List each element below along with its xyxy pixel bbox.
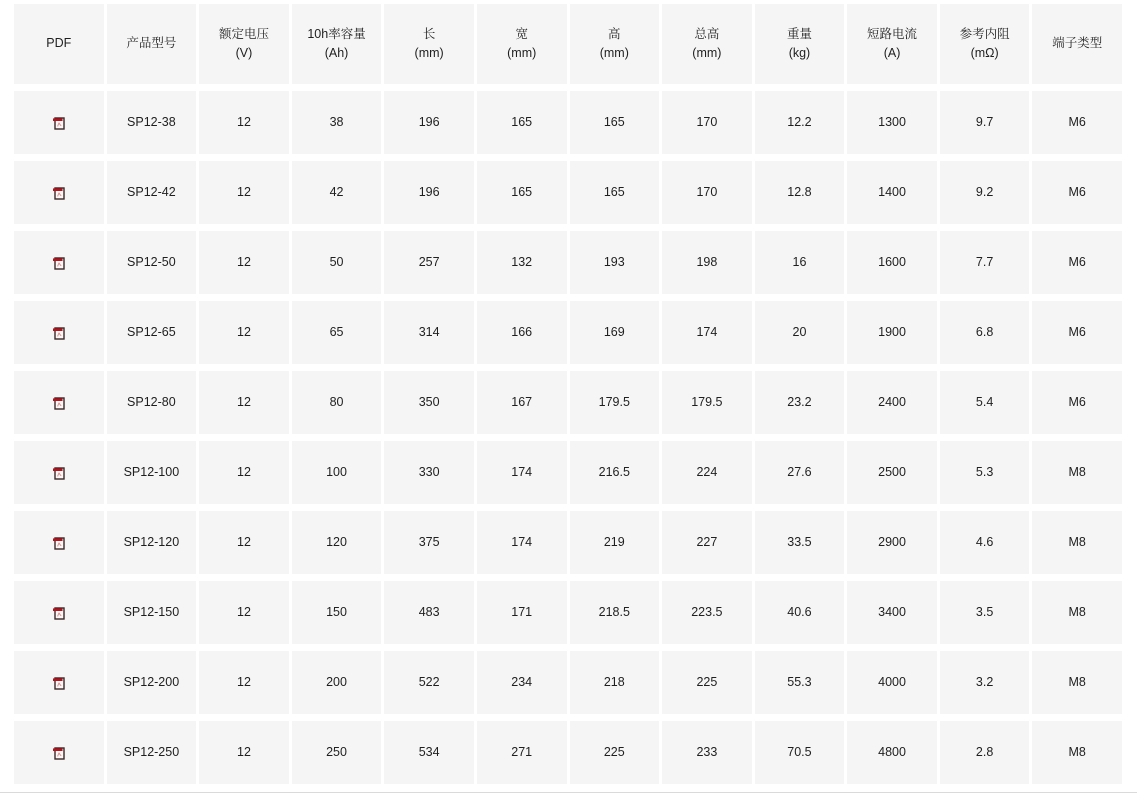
header-label: 额定电压 bbox=[218, 26, 269, 41]
header-unit: (kg) bbox=[788, 46, 811, 60]
cell-terminal-type: M8 bbox=[1032, 651, 1122, 714]
header-label: 短路电流 bbox=[867, 26, 918, 41]
product-spec-table-wrap bbox=[14, 4, 1122, 784]
cell-pdf bbox=[14, 581, 104, 644]
cell-terminal-type: M8 bbox=[1032, 581, 1122, 644]
cell-total-height: 223.5 bbox=[662, 581, 752, 644]
cell-pdf bbox=[14, 371, 104, 434]
cell-internal-resistance: 2.8 bbox=[940, 721, 1030, 784]
cell-height: 165 bbox=[570, 161, 660, 224]
pdf-file-icon bbox=[52, 256, 66, 270]
cell-capacity-10h: 120 bbox=[292, 511, 382, 574]
cell-total-height: 179.5 bbox=[662, 371, 752, 434]
cell-model: SP12-65 bbox=[107, 301, 197, 364]
pdf-download-link[interactable] bbox=[50, 184, 68, 202]
pdf-download-link[interactable] bbox=[50, 324, 68, 342]
header-cell-short-circuit-current bbox=[847, 4, 937, 84]
cell-height: 219 bbox=[570, 511, 660, 574]
cell-internal-resistance: 9.7 bbox=[940, 91, 1030, 154]
pdf-file-icon bbox=[52, 186, 66, 200]
header-cell-weight bbox=[755, 4, 845, 84]
cell-length: 330 bbox=[384, 441, 474, 504]
cell-width: 165 bbox=[477, 91, 567, 154]
cell-internal-resistance: 3.5 bbox=[940, 581, 1030, 644]
cell-weight: 55.3 bbox=[755, 651, 845, 714]
cell-total-height: 170 bbox=[662, 161, 752, 224]
cell-capacity-10h: 65 bbox=[292, 301, 382, 364]
header-unit: (V) bbox=[235, 46, 253, 60]
header-cell-pdf bbox=[14, 4, 104, 84]
cell-model: SP12-120 bbox=[107, 511, 197, 574]
cell-pdf bbox=[14, 161, 104, 224]
header-cell-total-height bbox=[662, 4, 752, 84]
header-cell-width bbox=[477, 4, 567, 84]
cell-terminal-type: M6 bbox=[1032, 301, 1122, 364]
cell-length: 534 bbox=[384, 721, 474, 784]
pdf-download-link[interactable] bbox=[50, 254, 68, 272]
pdf-download-link[interactable] bbox=[50, 744, 68, 762]
cell-width: 271 bbox=[477, 721, 567, 784]
cell-short-circuit-current: 2900 bbox=[847, 511, 937, 574]
cell-total-height: 233 bbox=[662, 721, 752, 784]
cell-weight: 20 bbox=[755, 301, 845, 364]
header-label: 高 bbox=[608, 26, 621, 41]
cell-short-circuit-current: 2500 bbox=[847, 441, 937, 504]
header-label: 产品型号 bbox=[126, 36, 177, 51]
cell-width: 174 bbox=[477, 511, 567, 574]
pdf-download-link[interactable] bbox=[50, 534, 68, 552]
cell-short-circuit-current: 4800 bbox=[847, 721, 937, 784]
cell-short-circuit-current: 1300 bbox=[847, 91, 937, 154]
cell-capacity-10h: 50 bbox=[292, 231, 382, 294]
cell-capacity-10h: 250 bbox=[292, 721, 382, 784]
cell-model: SP12-42 bbox=[107, 161, 197, 224]
cell-total-height: 225 bbox=[662, 651, 752, 714]
cell-weight: 23.2 bbox=[755, 371, 845, 434]
header-label: 10h率容量 bbox=[307, 26, 366, 41]
header-unit: (mm) bbox=[507, 46, 537, 60]
cell-length: 350 bbox=[384, 371, 474, 434]
cell-rated-voltage: 12 bbox=[199, 161, 289, 224]
bottom-divider bbox=[0, 792, 1137, 793]
cell-width: 167 bbox=[477, 371, 567, 434]
cell-internal-resistance: 4.6 bbox=[940, 511, 1030, 574]
cell-weight: 33.5 bbox=[755, 511, 845, 574]
pdf-download-link[interactable] bbox=[50, 464, 68, 482]
pdf-file-icon bbox=[52, 606, 66, 620]
cell-internal-resistance: 6.8 bbox=[940, 301, 1030, 364]
cell-rated-voltage: 12 bbox=[199, 441, 289, 504]
cell-pdf bbox=[14, 301, 104, 364]
header-unit: (mm) bbox=[599, 46, 629, 60]
cell-internal-resistance: 5.3 bbox=[940, 441, 1030, 504]
cell-terminal-type: M8 bbox=[1032, 441, 1122, 504]
cell-short-circuit-current: 2400 bbox=[847, 371, 937, 434]
cell-capacity-10h: 100 bbox=[292, 441, 382, 504]
pdf-file-icon bbox=[52, 746, 66, 760]
cell-short-circuit-current: 4000 bbox=[847, 651, 937, 714]
cell-rated-voltage: 12 bbox=[199, 301, 289, 364]
cell-terminal-type: M6 bbox=[1032, 371, 1122, 434]
cell-pdf bbox=[14, 231, 104, 294]
cell-pdf bbox=[14, 511, 104, 574]
cell-short-circuit-current: 1400 bbox=[847, 161, 937, 224]
cell-width: 165 bbox=[477, 161, 567, 224]
cell-weight: 16 bbox=[755, 231, 845, 294]
spec-table bbox=[14, 4, 1122, 784]
header-cell-internal-resistance bbox=[940, 4, 1030, 84]
cell-capacity-10h: 150 bbox=[292, 581, 382, 644]
cell-model: SP12-80 bbox=[107, 371, 197, 434]
header-label: 长 bbox=[422, 26, 436, 41]
cell-total-height: 224 bbox=[662, 441, 752, 504]
cell-total-height: 227 bbox=[662, 511, 752, 574]
cell-weight: 27.6 bbox=[755, 441, 845, 504]
cell-capacity-10h: 38 bbox=[292, 91, 382, 154]
cell-internal-resistance: 7.7 bbox=[940, 231, 1030, 294]
cell-rated-voltage: 12 bbox=[199, 651, 289, 714]
pdf-file-icon bbox=[52, 116, 66, 130]
cell-short-circuit-current: 3400 bbox=[847, 581, 937, 644]
cell-height: 218 bbox=[570, 651, 660, 714]
cell-terminal-type: M6 bbox=[1032, 161, 1122, 224]
cell-weight: 70.5 bbox=[755, 721, 845, 784]
cell-capacity-10h: 80 bbox=[292, 371, 382, 434]
header-unit: (mm) bbox=[414, 46, 444, 60]
header-cell-terminal-type bbox=[1032, 4, 1122, 84]
cell-width: 171 bbox=[477, 581, 567, 644]
cell-width: 166 bbox=[477, 301, 567, 364]
cell-short-circuit-current: 1600 bbox=[847, 231, 937, 294]
cell-model: SP12-50 bbox=[107, 231, 197, 294]
cell-rated-voltage: 12 bbox=[199, 231, 289, 294]
header-label: PDF bbox=[46, 36, 72, 51]
header-label: 总高 bbox=[694, 26, 720, 41]
cell-total-height: 170 bbox=[662, 91, 752, 154]
header-label: 重量 bbox=[786, 26, 812, 41]
pdf-download-link[interactable] bbox=[50, 674, 68, 692]
header-cell-rated-voltage bbox=[199, 4, 289, 84]
cell-length: 196 bbox=[384, 161, 474, 224]
cell-model: SP12-100 bbox=[107, 441, 197, 504]
header-unit: (A) bbox=[883, 46, 901, 60]
header-cell-height bbox=[570, 4, 660, 84]
cell-weight: 40.6 bbox=[755, 581, 845, 644]
cell-weight: 12.8 bbox=[755, 161, 845, 224]
cell-length: 314 bbox=[384, 301, 474, 364]
cell-model: SP12-200 bbox=[107, 651, 197, 714]
cell-rated-voltage: 12 bbox=[199, 371, 289, 434]
pdf-file-icon bbox=[52, 396, 66, 410]
cell-weight: 12.2 bbox=[755, 91, 845, 154]
cell-total-height: 198 bbox=[662, 231, 752, 294]
cell-short-circuit-current: 1900 bbox=[847, 301, 937, 364]
cell-width: 174 bbox=[477, 441, 567, 504]
header-label: 宽 bbox=[515, 26, 528, 41]
cell-capacity-10h: 200 bbox=[292, 651, 382, 714]
cell-height: 165 bbox=[570, 91, 660, 154]
cell-capacity-10h: 42 bbox=[292, 161, 382, 224]
cell-height: 179.5 bbox=[570, 371, 660, 434]
header-label: 端子类型 bbox=[1052, 36, 1103, 51]
cell-height: 225 bbox=[570, 721, 660, 784]
pdf-file-icon bbox=[52, 536, 66, 550]
cell-rated-voltage: 12 bbox=[199, 721, 289, 784]
header-cell-length bbox=[384, 4, 474, 84]
cell-length: 522 bbox=[384, 651, 474, 714]
cell-total-height: 174 bbox=[662, 301, 752, 364]
cell-rated-voltage: 12 bbox=[199, 91, 289, 154]
header-label: 参考内阻 bbox=[959, 26, 1010, 41]
cell-length: 375 bbox=[384, 511, 474, 574]
cell-length: 257 bbox=[384, 231, 474, 294]
cell-internal-resistance: 5.4 bbox=[940, 371, 1030, 434]
header-unit: (Ah) bbox=[324, 46, 349, 60]
cell-pdf bbox=[14, 441, 104, 504]
cell-internal-resistance: 9.2 bbox=[940, 161, 1030, 224]
header-cell-capacity-10h bbox=[292, 4, 382, 84]
header-cell-model bbox=[107, 4, 197, 84]
cell-length: 483 bbox=[384, 581, 474, 644]
cell-length: 196 bbox=[384, 91, 474, 154]
header-unit: (mΩ) bbox=[970, 46, 999, 60]
pdf-download-link[interactable] bbox=[50, 394, 68, 412]
pdf-download-link[interactable] bbox=[50, 114, 68, 132]
pdf-download-link[interactable] bbox=[50, 604, 68, 622]
cell-height: 193 bbox=[570, 231, 660, 294]
header-unit: (mm) bbox=[692, 46, 722, 60]
cell-terminal-type: M8 bbox=[1032, 511, 1122, 574]
cell-model: SP12-38 bbox=[107, 91, 197, 154]
cell-rated-voltage: 12 bbox=[199, 581, 289, 644]
cell-model: SP12-250 bbox=[107, 721, 197, 784]
cell-terminal-type: M6 bbox=[1032, 231, 1122, 294]
pdf-file-icon bbox=[52, 326, 66, 340]
cell-pdf bbox=[14, 91, 104, 154]
cell-width: 234 bbox=[477, 651, 567, 714]
cell-height: 218.5 bbox=[570, 581, 660, 644]
cell-terminal-type: M8 bbox=[1032, 721, 1122, 784]
cell-pdf bbox=[14, 721, 104, 784]
cell-terminal-type: M6 bbox=[1032, 91, 1122, 154]
cell-internal-resistance: 3.2 bbox=[940, 651, 1030, 714]
pdf-file-icon bbox=[52, 676, 66, 690]
cell-width: 132 bbox=[477, 231, 567, 294]
cell-model: SP12-150 bbox=[107, 581, 197, 644]
pdf-file-icon bbox=[52, 466, 66, 480]
cell-rated-voltage: 12 bbox=[199, 511, 289, 574]
cell-pdf bbox=[14, 651, 104, 714]
cell-height: 169 bbox=[570, 301, 660, 364]
cell-height: 216.5 bbox=[570, 441, 660, 504]
